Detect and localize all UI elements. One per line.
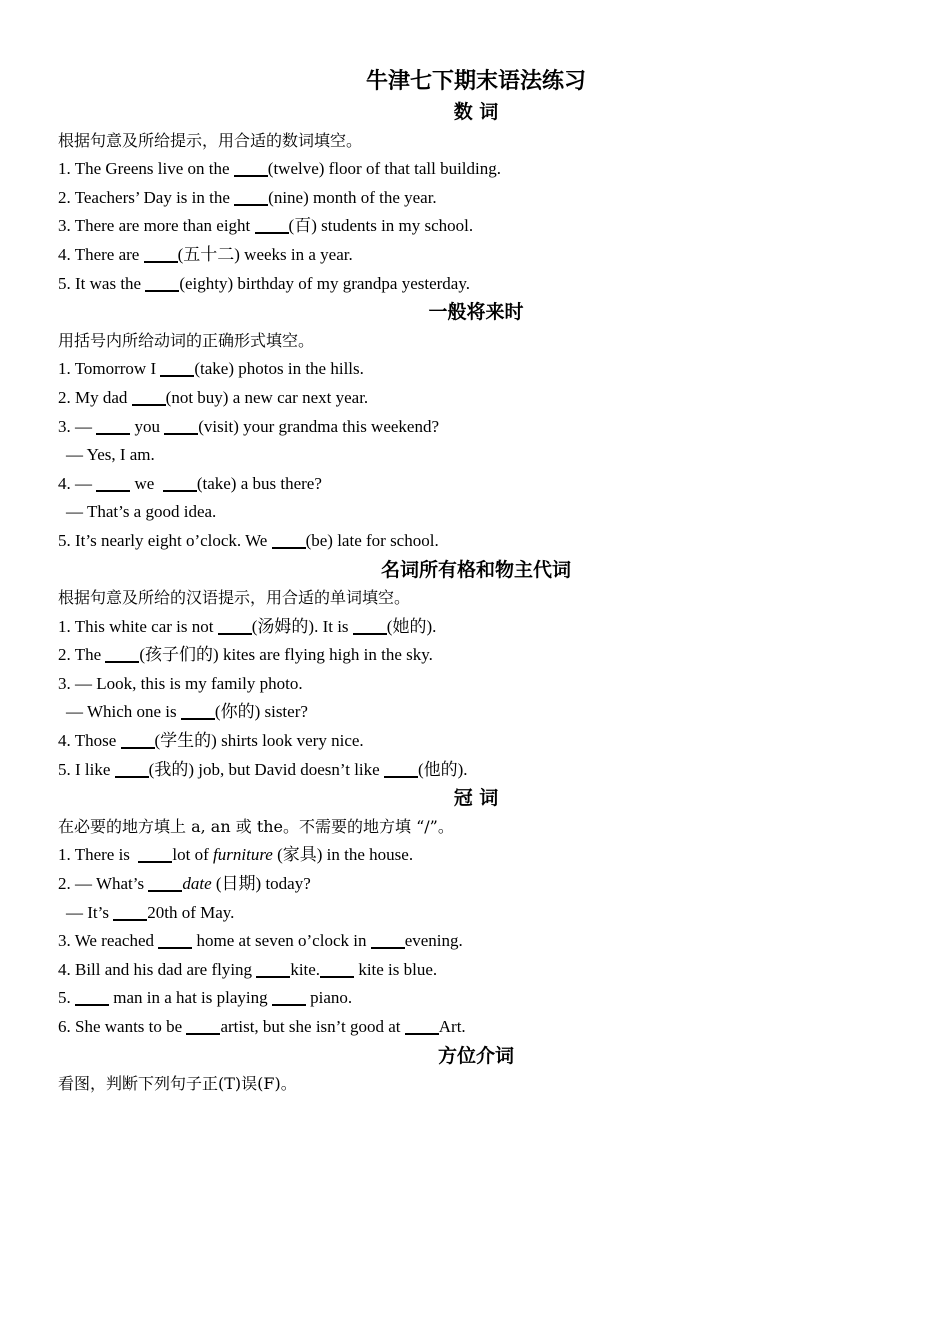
answer-blank[interactable] <box>132 389 166 406</box>
answer-blank[interactable] <box>158 932 192 949</box>
exercise-line <box>58 384 894 413</box>
line-text: (take) a bus there? <box>196 473 322 493</box>
line-text: home at seven o’clock in <box>192 931 371 951</box>
line-text: kite. <box>290 959 321 979</box>
line-text: — Which one is <box>66 702 181 722</box>
line-text: 4. Those <box>58 731 121 751</box>
line-text: 3. There are more than eight <box>58 216 255 236</box>
exercise-line <box>58 670 894 699</box>
line-text: 1. Tomorrow I <box>58 359 161 379</box>
answer-blank[interactable] <box>272 989 306 1006</box>
line-text: artist, but she isn’t good at <box>220 1017 405 1036</box>
line-text: 5. I like <box>58 759 115 779</box>
line-text: (nine) month of the year. <box>268 187 437 207</box>
exercise-line <box>58 241 894 270</box>
line-text: 20th of May. <box>147 902 235 922</box>
line-text: 6. She wants to be <box>58 1017 187 1036</box>
exercise-line <box>58 927 894 956</box>
line-text: (visit) your grandma this weekend? <box>198 416 440 436</box>
line-text: 4. — <box>58 473 97 493</box>
line-text: — Yes, I am. <box>66 445 155 465</box>
answer-blank[interactable] <box>148 875 182 892</box>
answer-blank[interactable] <box>144 246 178 263</box>
answer-blank[interactable] <box>163 475 197 492</box>
answer-blank[interactable] <box>113 904 147 921</box>
answer-blank[interactable] <box>255 217 289 234</box>
line-text: (孩子们的) kites are flying high in the sky. <box>139 645 433 665</box>
exercise-line <box>58 899 894 928</box>
answer-blank[interactable] <box>121 732 155 749</box>
section-heading: 名词所有格和物主代词 <box>380 558 571 581</box>
exercise-line <box>58 756 894 785</box>
answer-blank[interactable] <box>160 360 194 377</box>
line-text: 5. <box>58 988 75 1008</box>
exercise-line <box>58 984 894 1013</box>
line-text: (他的). <box>417 759 468 779</box>
exercise-line <box>58 212 894 241</box>
answer-blank[interactable] <box>164 418 198 435</box>
answer-blank[interactable] <box>405 1018 439 1035</box>
exercise-line <box>58 613 894 642</box>
answer-blank[interactable] <box>186 1018 220 1035</box>
line-text: (你的) sister? <box>214 702 308 722</box>
section-heading: 数 词 <box>453 101 499 123</box>
section-instruction: 根据句意及所给的汉语提示，用合适的单词填空。 <box>58 588 411 608</box>
section-heading: 一般将来时 <box>428 301 524 324</box>
exercise-line <box>58 641 894 670</box>
line-text: piano. <box>305 988 353 1008</box>
line-text: 1. This white car is not <box>58 616 218 636</box>
answer-blank[interactable] <box>105 646 139 663</box>
answer-blank[interactable] <box>234 189 268 206</box>
answer-blank[interactable] <box>115 761 149 778</box>
line-text: (not buy) a new car next year. <box>165 387 369 407</box>
line-text: — That’s a good idea. <box>66 502 217 522</box>
answer-blank[interactable] <box>145 275 179 292</box>
line-text: 3. We reached <box>58 931 159 951</box>
sections-container <box>58 98 894 1099</box>
answer-blank[interactable] <box>272 532 306 549</box>
line-text: 1. The Greens live on the <box>58 159 234 179</box>
answer-blank[interactable] <box>138 846 172 863</box>
line-text: kite is blue. <box>354 959 438 979</box>
worksheet-title: 牛津七下期末语法练习 <box>365 69 586 94</box>
line-text: 4. Bill and his dad are flying <box>58 959 257 979</box>
line-text: (日期) today? <box>211 874 311 894</box>
line-text: (学生的) shirts look very nice. <box>154 731 364 751</box>
line-text: we <box>130 473 163 493</box>
line-text: 2. The <box>58 645 106 665</box>
line-text: (eighty) birthday of my grandpa yesterday. <box>179 273 470 293</box>
exercise-line <box>58 727 894 756</box>
line-text: (我的) job, but David doesn’t like <box>148 759 384 779</box>
exercise-line <box>58 1013 894 1042</box>
answer-blank[interactable] <box>320 961 354 978</box>
exercise-line <box>58 470 894 499</box>
section-heading: 方位介词 <box>437 1044 514 1067</box>
answer-blank[interactable] <box>256 961 290 978</box>
answer-blank[interactable] <box>384 761 418 778</box>
exercise-line <box>58 527 894 556</box>
answer-blank[interactable] <box>96 418 130 435</box>
line-text: (她的). <box>386 616 437 636</box>
line-text: Art. <box>438 1017 466 1036</box>
answer-blank[interactable] <box>371 932 405 949</box>
exercise-line <box>58 413 894 442</box>
line-text: (家具) in the house. <box>272 845 414 865</box>
answer-blank[interactable] <box>96 475 130 492</box>
worksheet <box>58 66 894 1099</box>
exercise-line <box>58 270 894 299</box>
line-text: 5. It’s nearly eight o’clock. We <box>58 530 272 550</box>
exercise-line <box>58 841 894 870</box>
section-instruction: 在必要的地方填上 a, an 或 the。不需要的地方填 “/”。 <box>58 816 454 836</box>
line-text: man in a hat is playing <box>109 988 272 1008</box>
exercise-line <box>58 498 894 527</box>
exercise-line <box>58 155 894 184</box>
answer-blank[interactable] <box>234 160 268 177</box>
line-text: (五十二) weeks in a year. <box>177 244 353 264</box>
italic-term: furniture <box>213 845 273 865</box>
line-text: 5. It was the <box>58 273 146 293</box>
exercise-line <box>58 870 894 899</box>
line-text: 3. — Look, this is my family photo. <box>58 673 303 693</box>
exercise-line <box>58 441 894 470</box>
line-text: lot of <box>172 845 214 865</box>
line-text: 2. Teachers’ Day is in the <box>58 187 235 207</box>
exercise-line <box>58 956 894 985</box>
answer-blank[interactable] <box>75 989 109 1006</box>
line-text: — It’s <box>66 902 114 922</box>
italic-term: date <box>182 874 212 894</box>
line-text: 2. — What’s <box>58 874 149 894</box>
exercise-line <box>58 355 894 384</box>
line-text: (be) late for school. <box>305 530 439 550</box>
section-heading: 冠 词 <box>453 787 499 810</box>
line-text: 4. There are <box>58 244 144 264</box>
line-text: (汤姆的). It is <box>251 616 353 636</box>
section-instruction: 根据句意及所给提示，用合适的数词填空。 <box>58 130 363 150</box>
line-text: evening. <box>404 931 463 951</box>
answer-blank[interactable] <box>181 703 215 720</box>
exercise-line <box>58 184 894 213</box>
answer-blank[interactable] <box>353 618 387 635</box>
line-text: (百) students in my school. <box>288 216 474 236</box>
line-text: (take) photos in the hills. <box>194 359 364 379</box>
answer-blank[interactable] <box>218 618 252 635</box>
line-text: 2. My dad <box>58 387 132 407</box>
exercise-line <box>58 698 894 727</box>
section-instruction: 看图，判断下列句子正(T)误(F)。 <box>58 1074 297 1094</box>
line-text: 3. — <box>58 416 97 436</box>
line-text: you <box>130 416 165 436</box>
section-instruction: 用括号内所给动词的正确形式填空。 <box>58 330 315 350</box>
line-text: 1. There is <box>58 845 139 865</box>
line-text: (twelve) floor of that tall building. <box>267 159 501 179</box>
